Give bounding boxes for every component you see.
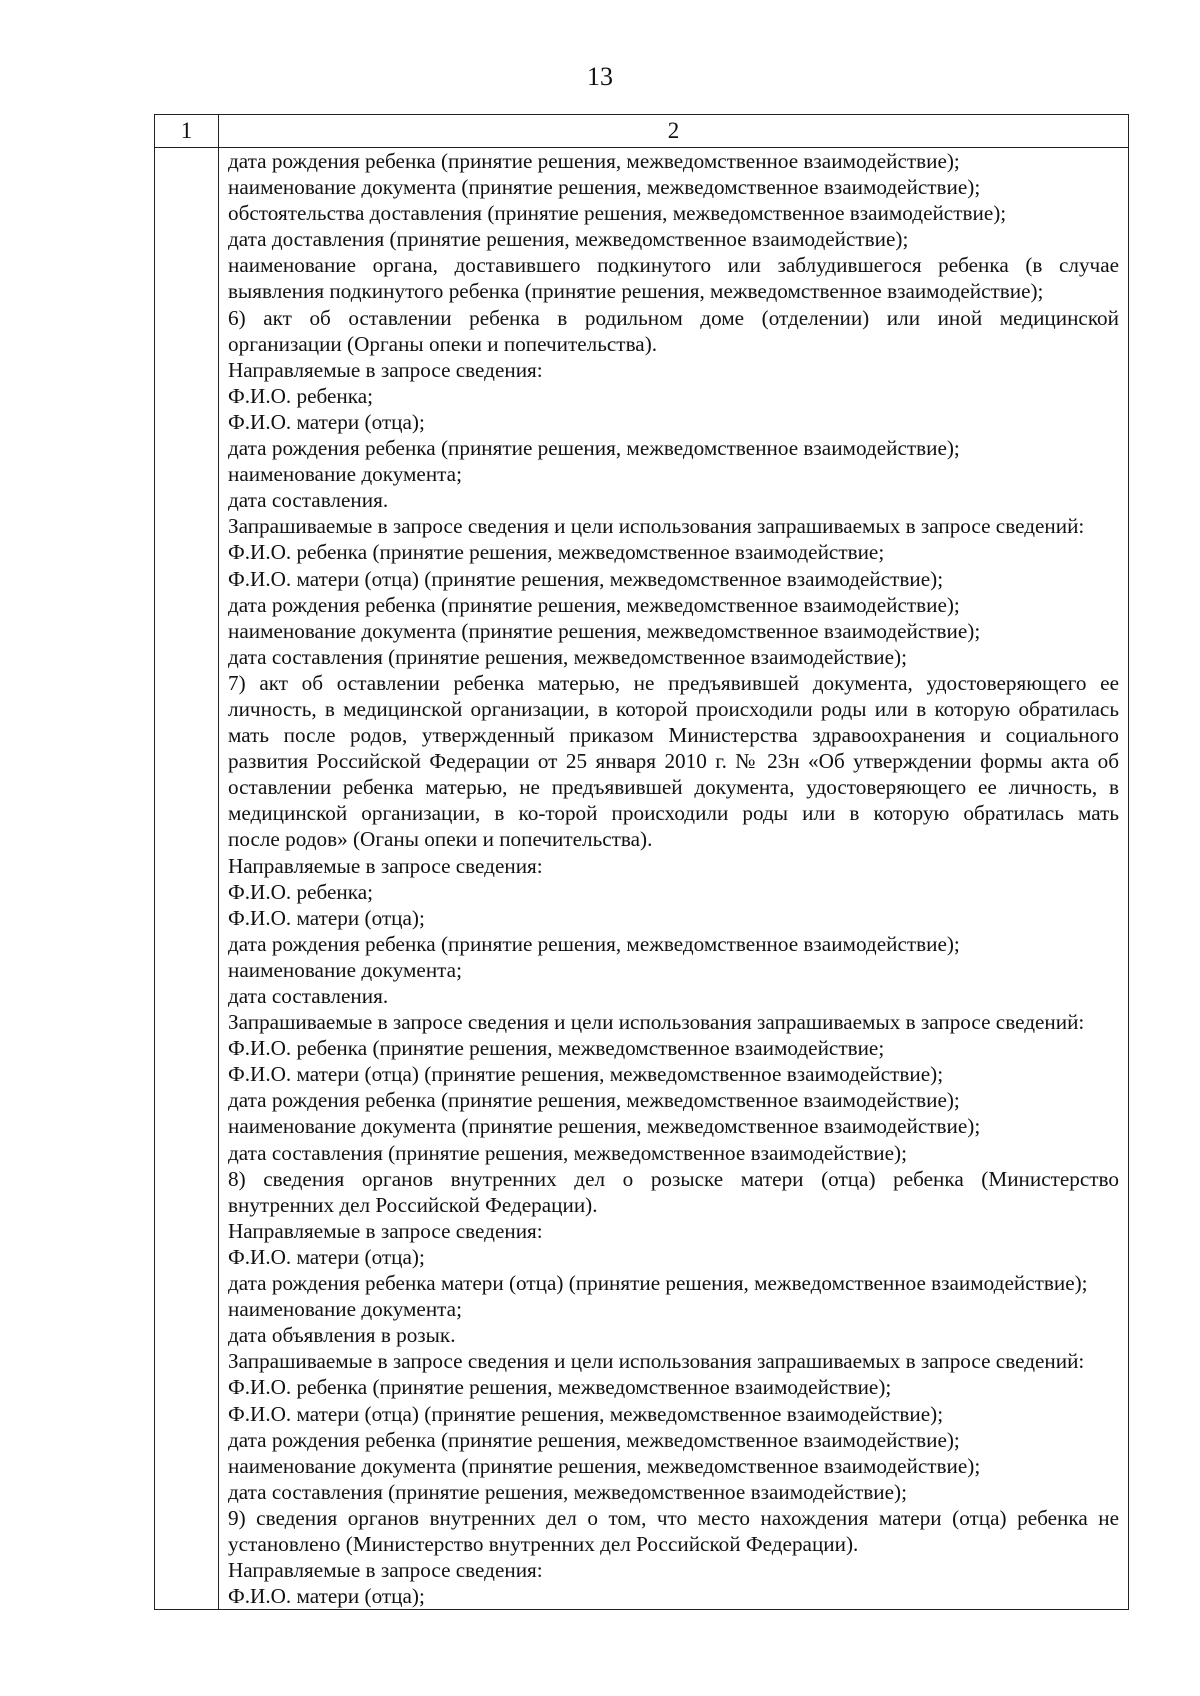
text-line: Направляемые в запросе сведения: bbox=[228, 1218, 543, 1243]
text-line: Запрашиваемые в запросе сведения и цели использования запрашиваемых в запросе сведений: bbox=[228, 1010, 1085, 1035]
text-line: после родов» (Оганы опеки и попечительства). bbox=[228, 827, 653, 852]
text-line: оставлении ребенка матерью, не предъявившей документа, удостоверяющего ее личность, в bbox=[228, 775, 1119, 800]
text-line: 9) сведения органов внутренних дел о том, что место нахождения матери (отца) ребенка не bbox=[228, 1505, 1119, 1530]
text-line: наименование документа; bbox=[228, 1297, 462, 1322]
text-line: Направляемые в запросе сведения: bbox=[228, 853, 543, 878]
text-line: Направляемые в запросе сведения: bbox=[228, 1558, 543, 1583]
text-line: Запрашиваемые в запросе сведения и цели использования запрашиваемых в запросе сведений: bbox=[228, 1349, 1085, 1374]
text-line: Ф.И.О. ребенка (принятие решения, межведомственное взаимодействие; bbox=[228, 540, 885, 565]
column-2-cell bbox=[219, 148, 1129, 1610]
text-line: дата рождения ребенка (принятие решения, межведомственное взаимодействие); bbox=[228, 436, 960, 461]
text-line: мать после родов, утвержденный приказом Министерства здравоохранения и социального bbox=[228, 723, 1119, 748]
text-line: дата рождения ребенка (принятие решения, межведомственное взаимодействие); bbox=[228, 592, 960, 617]
text-line: Ф.И.О. матери (отца) (принятие решения, межведомственное взаимодействие); bbox=[228, 566, 944, 591]
text-line: Ф.И.О. матери (отца); bbox=[228, 1584, 425, 1609]
text-line: Ф.И.О. ребенка; bbox=[228, 383, 374, 408]
text-line: наименование документа (принятие решения, межведомственное взаимодействие); bbox=[228, 1453, 981, 1478]
text-line: 8) сведения органов внутренних дел о розыске матери (отца) ребенка (Министерство bbox=[228, 1166, 1119, 1191]
text-line: дата рождения ребенка (принятие решения, межведомственное взаимодействие); bbox=[228, 149, 960, 173]
text-line: дата рождения ребенка (принятие решения, межведомственное взаимодействие); bbox=[228, 1088, 960, 1113]
text-line: наименование документа (принятие решения, межведомственное взаимодействие); bbox=[228, 618, 981, 643]
text-line: Ф.И.О. матери (отца); bbox=[228, 1244, 425, 1269]
text-line: организации (Органы опеки и попечительства). bbox=[228, 331, 658, 356]
page-number: 13 bbox=[587, 62, 613, 91]
text-line: Ф.И.О. матери (отца) (принятие решения, межведомственное взаимодействие); bbox=[228, 1062, 944, 1087]
text-line: Ф.И.О. ребенка (принятие решения, межведомственное взаимодействие; bbox=[228, 1036, 885, 1061]
text-line: дата составления. bbox=[228, 984, 389, 1008]
text-line: наименование документа (принятие решения, межведомственное взаимодействие); bbox=[228, 175, 981, 200]
text-line: установлено (Министерство внутренних дел Российской Федерации). bbox=[228, 1531, 859, 1556]
text-line: дата составления (принятие решения, межведомственное взаимодействие); bbox=[228, 1479, 907, 1504]
text-line: внутренних дел Российской Федерации). bbox=[228, 1192, 598, 1217]
text-line: наименование органа, доставившего подкинутого или заблудившегося ребенка (в случае bbox=[228, 253, 1119, 278]
text-line: дата рождения ребенка (принятие решения, межведомственное взаимодействие); bbox=[228, 1427, 960, 1452]
text-line: дата доставления (принятие решения, межведомственное взаимодействие); bbox=[228, 227, 909, 252]
text-line: наименование документа (принятие решения, межведомственное взаимодействие); bbox=[228, 1114, 981, 1139]
table-body-row bbox=[155, 148, 1129, 1610]
text-line: Ф.И.О. ребенка; bbox=[228, 879, 374, 904]
text-line: развития Российской Федерации от 25 января 2010 г. № 23н «Об утверждении формы акта об bbox=[228, 749, 1119, 774]
text-line: дата составления (принятие решения, межведомственное взаимодействие); bbox=[228, 1140, 907, 1165]
text-line: обстоятельства доставления (принятие решения, межведомственное взаимодействие); bbox=[228, 201, 1007, 226]
table-header-row bbox=[155, 115, 1129, 148]
text-line: Ф.И.О. ребенка (принятие решения, межведомственное взаимодействие); bbox=[228, 1375, 892, 1400]
document-table bbox=[154, 114, 1129, 1610]
text-line: Запрашиваемые в запросе сведения и цели использования запрашиваемых в запросе сведений: bbox=[228, 514, 1085, 539]
text-line: дата объявления в розык. bbox=[228, 1323, 456, 1348]
text-line: 7) акт об оставлении ребенка матерью, не предъявившей документа, удостоверяющего ее bbox=[228, 670, 1119, 695]
text-line: дата рождения ребенка (принятие решения, межведомственное взаимодействие); bbox=[228, 931, 960, 956]
text-line: Ф.И.О. матери (отца); bbox=[228, 905, 425, 930]
text-line: Направляемые в запросе сведения: bbox=[228, 357, 543, 382]
text-line: наименование документа; bbox=[228, 957, 462, 982]
text-line: Ф.И.О. матери (отца); bbox=[228, 409, 425, 434]
text-line: выявления подкинутого ребенка (принятие решения, межведомственное взаимодействие); bbox=[228, 279, 1044, 304]
column-1-header: 1 bbox=[155, 115, 219, 148]
column-2-header: 2 bbox=[219, 115, 1129, 148]
text-line: наименование документа; bbox=[228, 462, 462, 487]
text-line: 6) акт об оставлении ребенка в родильном доме (отделении) или иной медицинской bbox=[228, 305, 1119, 330]
text-line: личность, в медицинской организации, в которой происходили роды или в которую обратилась bbox=[228, 696, 1119, 721]
text-line: дата рождения ребенка матери (отца) (принятие решения, межведомственное взаимодействие); bbox=[228, 1271, 1088, 1296]
text-line: медицинской организации, в ко-торой происходили роды или в которую обратилась мать bbox=[228, 801, 1119, 826]
column-1-cell bbox=[155, 148, 219, 1610]
text-line: Ф.И.О. матери (отца) (принятие решения, межведомственное взаимодействие); bbox=[228, 1401, 944, 1426]
text-line: дата составления (принятие решения, межведомственное взаимодействие); bbox=[228, 644, 907, 669]
text-line: дата составления. bbox=[228, 488, 389, 513]
